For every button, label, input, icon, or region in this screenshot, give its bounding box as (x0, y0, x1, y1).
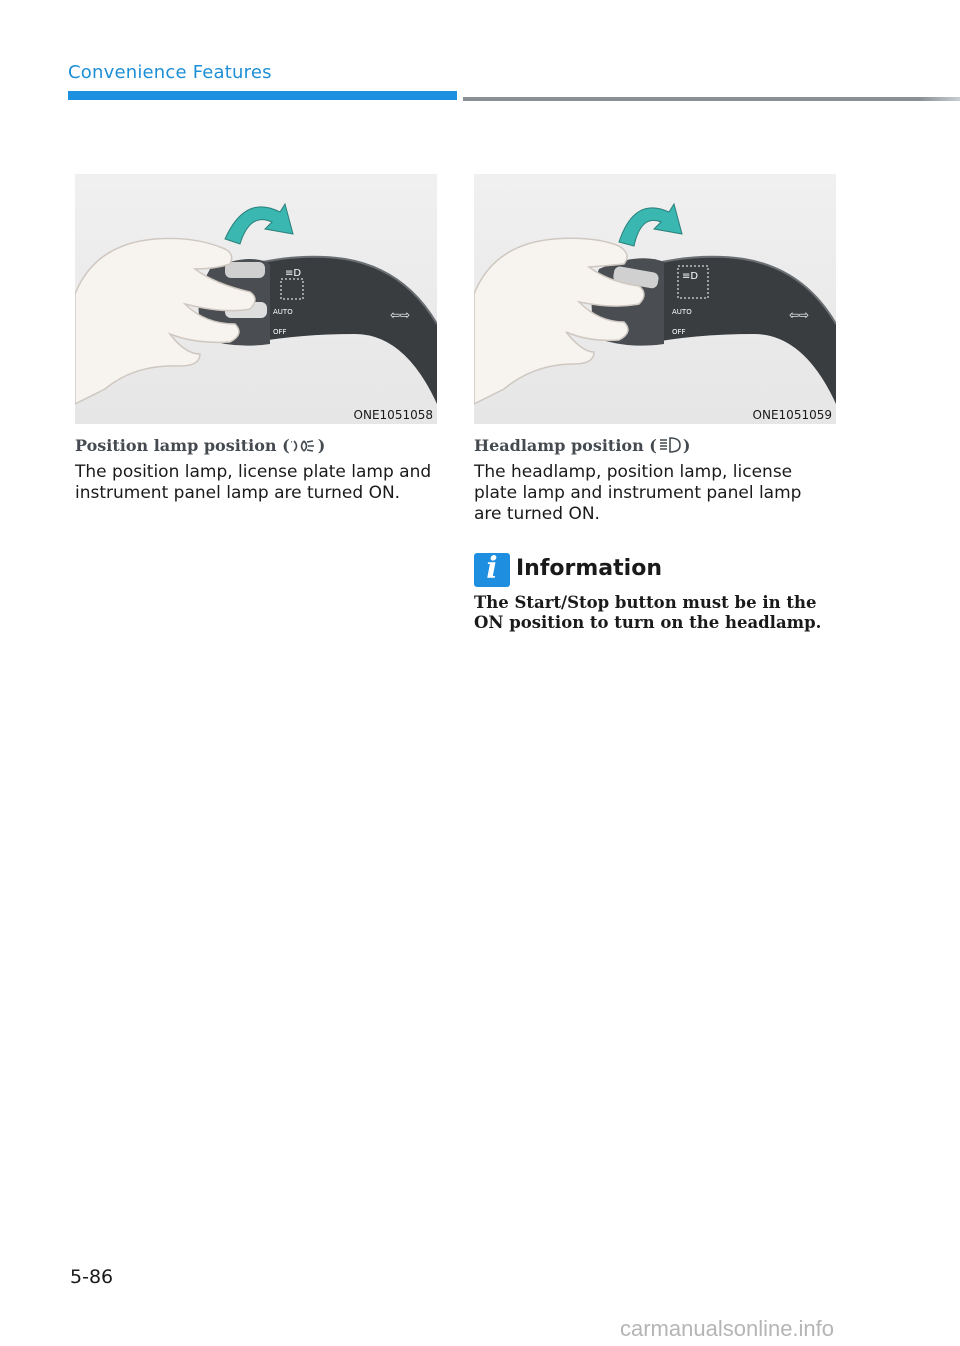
header-rule-blue (68, 91, 457, 100)
figure-headlamp (474, 174, 836, 424)
section-title-text: Position lamp position ( (75, 436, 290, 455)
svg-text:⇦⇨: ⇦⇨ (789, 308, 810, 322)
svg-text:⇦⇨: ⇦⇨ (390, 308, 411, 322)
stalk-illustration (75, 174, 437, 424)
page-number: 5-86 (70, 1266, 114, 1288)
watermark: carmanualsonline.info (620, 1316, 835, 1341)
info-icon: i (474, 553, 510, 587)
switch-label-off: OFF (672, 328, 686, 336)
section-title-close: ) (682, 436, 691, 455)
section-title-text: Headlamp position ( (474, 436, 657, 455)
position-lamp-icon (291, 438, 317, 458)
figure-code: ONE1051059 (752, 408, 832, 422)
section-title-close: ) (317, 436, 326, 455)
section-body-headlamp: The headlamp, position lamp, license plate lamp and instrument panel lamp are turned ON. (474, 462, 802, 524)
svg-text:≡D: ≡D (682, 271, 699, 282)
switch-label-auto: AUTO (672, 308, 692, 316)
page-header-title: Convenience Features (68, 62, 272, 83)
switch-label-off: OFF (273, 328, 287, 336)
svg-text:≡D: ≡D (285, 268, 302, 279)
section-title-position-lamp (75, 436, 325, 458)
header-rule-gray (463, 97, 960, 101)
stalk-illustration (474, 174, 836, 424)
information-title: Information (516, 556, 662, 581)
figure-position-lamp (75, 174, 437, 424)
switch-label-auto: AUTO (273, 308, 293, 316)
information-body: The Start/Stop button must be in the ON position to turn on the headlamp. (474, 593, 822, 632)
headlamp-icon (658, 436, 682, 458)
section-title-headlamp (474, 436, 690, 458)
section-body-position-lamp: The position lamp, license plate lamp and instrument panel lamp are turned ON. (75, 462, 432, 503)
figure-code: ONE1051058 (353, 408, 433, 422)
